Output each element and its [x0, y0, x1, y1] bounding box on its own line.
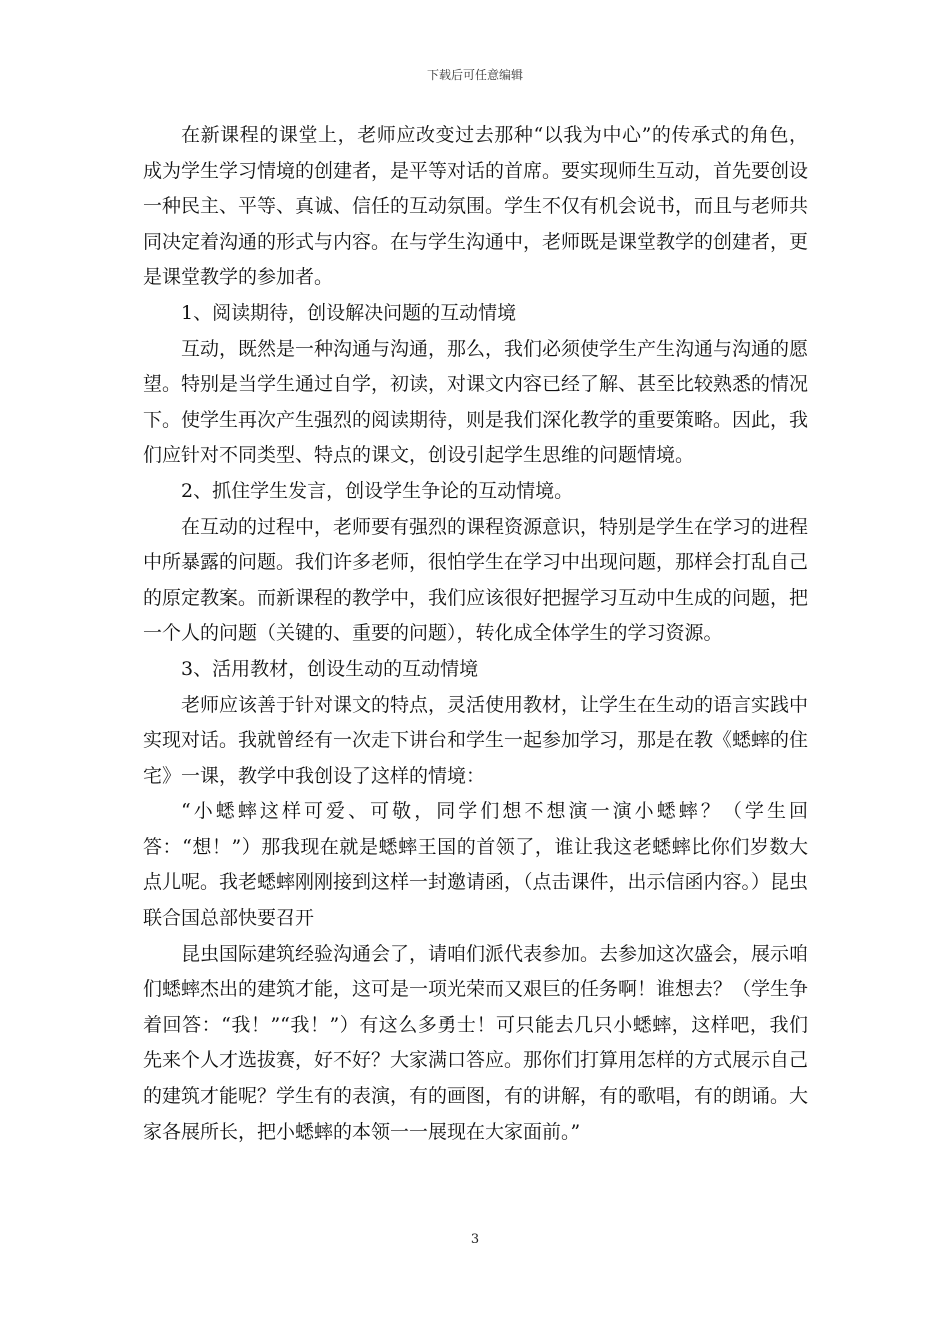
document-body [143, 118, 808, 1150]
section-heading-1: 1、阅读期待，创设解决问题的互动情境 [181, 301, 517, 324]
paragraph-intro: 在新课程的课堂上，老师应改变过去那种“以我为中心”的传承式的角色，成为学生学习情境的创建者，是平等对话的首席。要实现师生互动，首先要创设一种民主、平等、真诚、信任的互动氛围。学生不仅有机会说书，而且与老师共同决定着沟通的形式与内容。在与学生沟通中，老师既是课堂教学的创建者，更是课堂教学的参加者。 [143, 124, 809, 289]
section-heading-2: 2、抓住学生发言，创设学生争论的互动情境。 [181, 479, 574, 502]
page-number: 3 [470, 1232, 480, 1247]
paragraph-cricket-contest: 昆虫国际建筑经验沟通会了，请咱们派代表参加。去参加这次盛会，展示咱们蟋蟀杰出的建筑才能，这可是一项光荣而又艰巨的任务啊！谁想去？（学生争着回答：“我！”“我！”）有这么多勇士！可只能去几只小蟋蟀，这样吧，我们先来个人才选拔赛，好不好？大家满口答应。那你们打算用怎样的方式展示自己的建筑才能呢？学生有的表演，有的画图，有的讲解，有的歌唱，有的朗诵。大家各展所长，把小蟋蟀的本领一一展现在大家面前。” [143, 942, 809, 1143]
page-header: 下载后可任意编辑 [426, 68, 523, 82]
section-heading-3: 3、活用教材，创设生动的互动情境 [181, 657, 479, 680]
paragraph-reading-expectation: 互动，既然是一种沟通与沟通，那么，我们必须使学生产生沟通与沟通的愿望。特别是当学生通过自学，初读，对课文内容已经了解、甚至比较熟悉的情况下。使学生再次产生强烈的阅读期待，则是我们深化教学的重要策略。因此，我们应针对不同类型、特点的课文，创设引起学生思维的问题情境。 [143, 337, 809, 467]
paragraph-student-speech: 在互动的过程中，老师要有强烈的课程资源意识，特别是学生在学习的进程中所暴露的问题。我们许多老师，很怕学生在学习中出现问题，那样会打乱自己的原定教案。而新课程的教学中，我们应该很好把握学习互动中生成的问题，把一个人的问题（关键的、重要的问题），转化成全体学生的学习资源。 [143, 515, 809, 645]
paragraph-textbook-use: 老师应该善于针对课文的特点，灵活使用教材，让学生在生动的语言实践中实现对话。我就曾经有一次走下讲台和学生一起参加学习，那是在教《蟋蟀的住宅》一课，教学中我创设了这样的情境： [143, 693, 809, 787]
paragraph-cricket-scene: “小蟋蟀这样可爱、可敬，同学们想不想演一演小蟋蟀？（学生回答：“想！”）那我现在就是蟋蟀王国的首领了，谁让我这老蟋蟀比你们岁数大点儿呢。我老蟋蟀刚刚接到这样一封邀请函，（点击课件，出示信函内容。）昆虫联合国总部快要召开 [143, 800, 809, 930]
